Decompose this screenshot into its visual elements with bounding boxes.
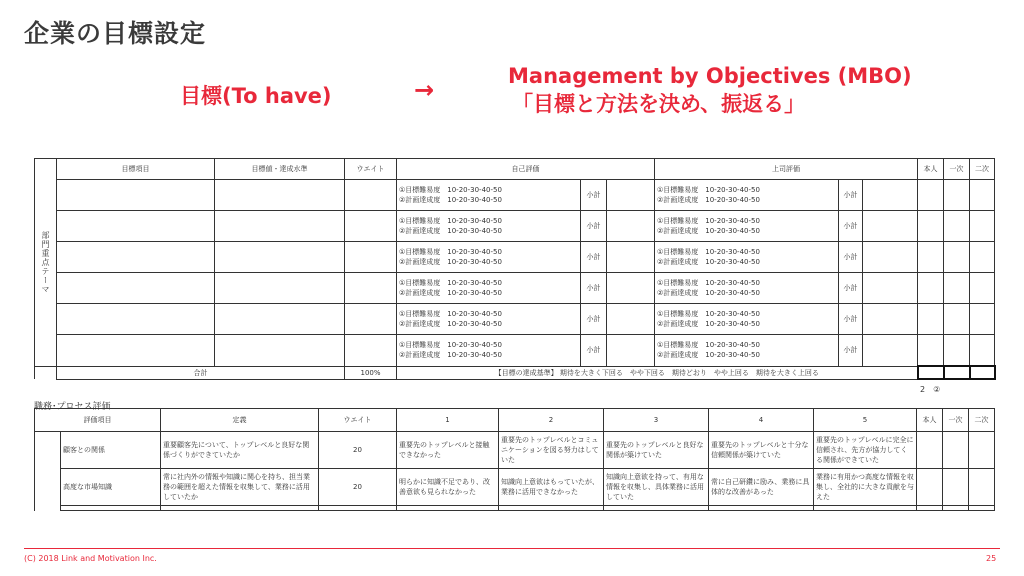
goal-item-cell[interactable] bbox=[57, 304, 215, 335]
table-row bbox=[35, 432, 995, 469]
score-self[interactable] bbox=[918, 335, 944, 367]
footer-divider bbox=[24, 548, 1000, 549]
total-first[interactable] bbox=[944, 366, 970, 379]
boss-subtotal-cell[interactable] bbox=[863, 242, 918, 273]
goal-target-cell[interactable] bbox=[215, 180, 345, 211]
col-header: 目標項目 bbox=[57, 159, 215, 180]
boss-subtotal-cell[interactable] bbox=[863, 180, 918, 211]
score-self[interactable] bbox=[917, 469, 943, 506]
table-row bbox=[35, 506, 995, 511]
score-first[interactable] bbox=[943, 432, 969, 469]
mbo-title: Management by Objectives (MBO) bbox=[508, 64, 912, 88]
col-header: 本人 bbox=[917, 409, 943, 432]
subtotal-label: 小計 bbox=[839, 273, 863, 304]
eval-item: 高度な市場知識 bbox=[61, 469, 161, 506]
score-first[interactable] bbox=[944, 211, 970, 242]
col-header: 2 bbox=[499, 409, 604, 432]
col-header: 定義 bbox=[161, 409, 319, 432]
goal-target-cell[interactable] bbox=[215, 211, 345, 242]
level-5: 業務に有用かつ高度な情報を収集し、全社的に大きな貢献を与えた bbox=[814, 469, 917, 506]
level-2: 重要先のトップレベルとコミュニケーションを図る努力はしていた bbox=[499, 432, 604, 469]
goal-label: 目標(To have) bbox=[180, 84, 332, 108]
table-row bbox=[35, 469, 995, 506]
subtotal-label: 小計 bbox=[581, 335, 607, 367]
score-first[interactable] bbox=[944, 273, 970, 304]
process-eval-label: 職務･プロセス評価 bbox=[34, 402, 111, 412]
subtotal-label: 小計 bbox=[581, 273, 607, 304]
total-row bbox=[35, 366, 995, 379]
self-eval-scale: ①目標難易度 10-20-30-40-50 ②計画達成度 10-20-30-40-50 bbox=[397, 335, 581, 367]
score-self[interactable] bbox=[918, 273, 944, 304]
col-header: 二次 bbox=[969, 409, 995, 432]
subtotal-label: 小計 bbox=[581, 211, 607, 242]
objective-row bbox=[35, 304, 995, 335]
goal-item-cell[interactable] bbox=[57, 180, 215, 211]
self-subtotal-cell[interactable] bbox=[607, 273, 655, 304]
boss-subtotal-cell[interactable] bbox=[863, 211, 918, 242]
weight-cell[interactable] bbox=[345, 180, 397, 211]
score-second[interactable] bbox=[970, 211, 995, 242]
subtotal-label: 小計 bbox=[839, 304, 863, 335]
self-eval-scale: ①目標難易度 10-20-30-40-50 ②計画達成度 10-20-30-40-50 bbox=[397, 211, 581, 242]
total-self[interactable] bbox=[918, 366, 944, 379]
score-second[interactable] bbox=[970, 304, 995, 335]
col-header: 自己評価 bbox=[397, 159, 655, 180]
score-self[interactable] bbox=[917, 432, 943, 469]
boss-eval-scale: ①目標難易度 10-20-30-40-50 ②計画達成度 10-20-30-40-50 bbox=[655, 211, 839, 242]
self-subtotal-cell[interactable] bbox=[607, 335, 655, 367]
total-second[interactable] bbox=[970, 366, 995, 379]
self-eval-scale: ①目標難易度 10-20-30-40-50 ②計画達成度 10-20-30-40-50 bbox=[397, 304, 581, 335]
eval-item: 顧客との関係 bbox=[61, 432, 161, 469]
objective-row bbox=[35, 273, 995, 304]
subtotal-label: 小計 bbox=[581, 180, 607, 211]
subtotal-label: 小計 bbox=[839, 335, 863, 367]
col-header: 1 bbox=[397, 409, 499, 432]
score-first[interactable] bbox=[944, 335, 970, 367]
boss-eval-scale: ①目標難易度 10-20-30-40-50 ②計画達成度 10-20-30-40-50 bbox=[655, 242, 839, 273]
col-header: 4 bbox=[709, 409, 814, 432]
score-second[interactable] bbox=[970, 335, 995, 367]
eval-weight: 20 bbox=[319, 469, 397, 506]
slide-title: 企業の目標設定 bbox=[24, 19, 207, 48]
objective-row bbox=[35, 242, 995, 273]
col-header: 一次 bbox=[943, 409, 969, 432]
level-2: 知識向上意欲はもっていたが、業務に活用できなかった bbox=[499, 469, 604, 506]
eval-weight: 20 bbox=[319, 432, 397, 469]
score-self[interactable] bbox=[918, 304, 944, 335]
col-header: 二次 bbox=[970, 159, 995, 180]
objective-row bbox=[35, 335, 995, 367]
level-3: 知識向上意欲を持って、有用な情報を収集し、具体業務に活用していた bbox=[604, 469, 709, 506]
score-self[interactable] bbox=[918, 211, 944, 242]
objectives-sheet bbox=[34, 158, 996, 380]
level-4: 常に自己研鑽に励み、業務に具体的な改善があった bbox=[709, 469, 814, 506]
copyright: (C) 2018 Link and Motivation Inc. bbox=[24, 554, 157, 563]
weight-cell[interactable] bbox=[345, 242, 397, 273]
level-5: 重要先のトップレベルに完全に信頼され、先方が協力してくる関係ができていた bbox=[814, 432, 917, 469]
boss-subtotal-cell[interactable] bbox=[863, 304, 918, 335]
goal-target-cell[interactable] bbox=[215, 273, 345, 304]
weight-cell[interactable] bbox=[345, 335, 397, 367]
goal-target-cell[interactable] bbox=[215, 242, 345, 273]
self-subtotal-cell[interactable] bbox=[607, 180, 655, 211]
col-header: ウエイト bbox=[319, 409, 397, 432]
goal-item-cell[interactable] bbox=[57, 242, 215, 273]
goal-item-cell[interactable] bbox=[57, 273, 215, 304]
self-eval-scale: ①目標難易度 10-20-30-40-50 ②計画達成度 10-20-30-40-50 bbox=[397, 242, 581, 273]
total-marks: 2 ② bbox=[920, 385, 941, 394]
goal-item-cell[interactable] bbox=[57, 211, 215, 242]
score-second[interactable] bbox=[969, 469, 995, 506]
col-header: 3 bbox=[604, 409, 709, 432]
side-label: 部門重点テーマ bbox=[35, 159, 57, 367]
process-eval-sheet bbox=[34, 408, 995, 511]
boss-subtotal-cell[interactable] bbox=[863, 335, 918, 367]
weight-cell[interactable] bbox=[345, 273, 397, 304]
boss-subtotal-cell[interactable] bbox=[863, 273, 918, 304]
self-subtotal-cell[interactable] bbox=[607, 242, 655, 273]
achievement-legend: 【目標の達成基準】 期待を大きく下回る やや下回る 期待どおり やや上回る 期待を大きく上回る bbox=[397, 366, 918, 379]
level-3: 重要先のトップレベルと良好な関係が築けていた bbox=[604, 432, 709, 469]
total-weight: 100% bbox=[345, 366, 397, 379]
score-second[interactable] bbox=[970, 242, 995, 273]
self-subtotal-cell[interactable] bbox=[607, 211, 655, 242]
score-self[interactable] bbox=[918, 242, 944, 273]
score-first[interactable] bbox=[944, 180, 970, 211]
score-second[interactable] bbox=[969, 432, 995, 469]
weight-cell[interactable] bbox=[345, 211, 397, 242]
col-header: 上司評価 bbox=[655, 159, 918, 180]
goal-item-cell[interactable] bbox=[57, 335, 215, 367]
self-eval-scale: ①目標難易度 10-20-30-40-50 ②計画達成度 10-20-30-40-50 bbox=[397, 180, 581, 211]
col-header: 5 bbox=[814, 409, 917, 432]
score-self[interactable] bbox=[918, 180, 944, 211]
subtotal-label: 小計 bbox=[581, 242, 607, 273]
boss-eval-scale: ①目標難易度 10-20-30-40-50 ②計画達成度 10-20-30-40-50 bbox=[655, 273, 839, 304]
arrow-icon: → bbox=[414, 76, 435, 104]
score-second[interactable] bbox=[970, 273, 995, 304]
mbo-heading bbox=[508, 62, 912, 118]
boss-eval-scale: ①目標難易度 10-20-30-40-50 ②計画達成度 10-20-30-40-50 bbox=[655, 180, 839, 211]
score-first[interactable] bbox=[944, 242, 970, 273]
page-number: 25 bbox=[986, 554, 997, 563]
col-header: ウエイト bbox=[345, 159, 397, 180]
subtotal-label: 小計 bbox=[839, 180, 863, 211]
objective-row bbox=[35, 180, 995, 211]
level-4: 重要先のトップレベルと十分な信頼関係が築けていた bbox=[709, 432, 814, 469]
level-1: 重要先のトップレベルと接触できなかった bbox=[397, 432, 499, 469]
boss-eval-scale: ①目標難易度 10-20-30-40-50 ②計画達成度 10-20-30-40-50 bbox=[655, 335, 839, 367]
score-first[interactable] bbox=[944, 304, 970, 335]
col-header: 本人 bbox=[918, 159, 944, 180]
col-header: 一次 bbox=[944, 159, 970, 180]
eval-definition: 常に社内外の情報や知識に関心を持ち、担当業務の範囲を超えた情報を収集して、業務に活用していたか bbox=[161, 469, 319, 506]
self-eval-scale: ①目標難易度 10-20-30-40-50 ②計画達成度 10-20-30-40-50 bbox=[397, 273, 581, 304]
goal-target-cell[interactable] bbox=[215, 335, 345, 367]
total-label: 合計 bbox=[57, 366, 345, 379]
weight-cell[interactable] bbox=[345, 304, 397, 335]
score-second[interactable] bbox=[970, 180, 995, 211]
subtotal-label: 小計 bbox=[839, 242, 863, 273]
subtotal-label: 小計 bbox=[581, 304, 607, 335]
goal-target-cell[interactable] bbox=[215, 304, 345, 335]
subtotal-label: 小計 bbox=[839, 211, 863, 242]
self-subtotal-cell[interactable] bbox=[607, 304, 655, 335]
score-first[interactable] bbox=[943, 469, 969, 506]
objective-row bbox=[35, 211, 995, 242]
col-header: 評価項目 bbox=[35, 409, 161, 432]
mbo-subtitle: 「目標と方法を決め、振返る」 bbox=[512, 92, 806, 116]
level-1: 明らかに知識不足であり、改善意欲も見られなかった bbox=[397, 469, 499, 506]
boss-eval-scale: ①目標難易度 10-20-30-40-50 ②計画達成度 10-20-30-40-50 bbox=[655, 304, 839, 335]
col-header: 目標値・達成水準 bbox=[215, 159, 345, 180]
eval-definition: 重要顧客先について、トップレベルと良好な関係づくりができていたか bbox=[161, 432, 319, 469]
